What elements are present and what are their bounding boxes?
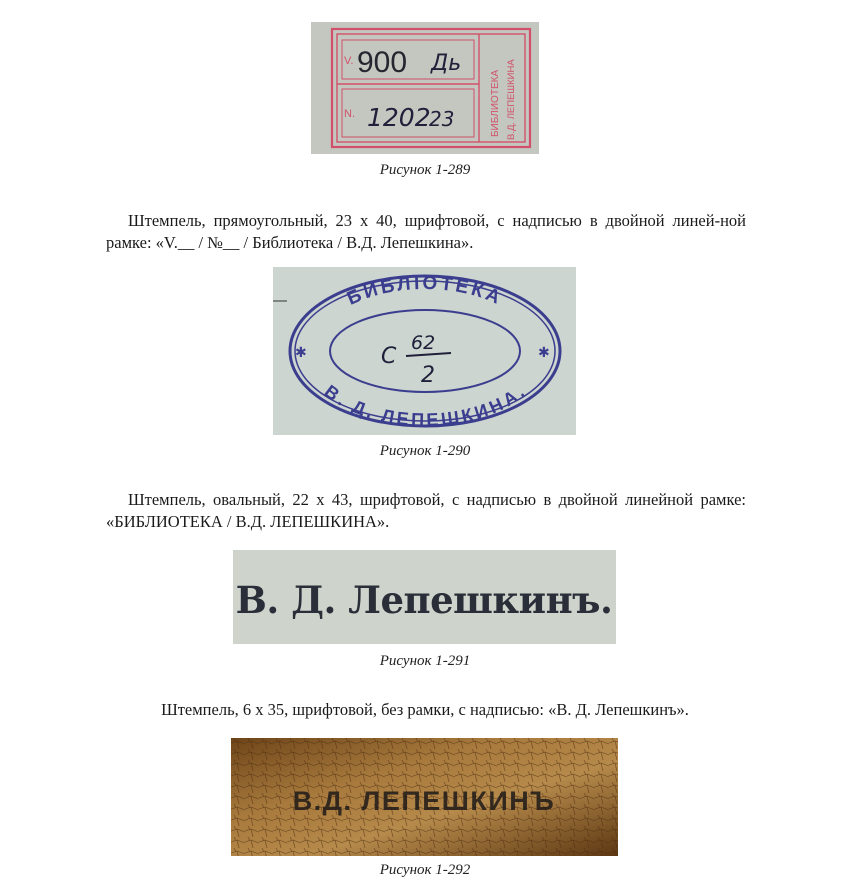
side-label-owner: В.Д. ЛЕПЕШКИНА bbox=[506, 59, 517, 140]
figure-caption: Рисунок 1-290 bbox=[379, 443, 471, 459]
oval-top-path: БИБЛІОТЕКА bbox=[344, 272, 506, 310]
star-left-icon: ✱ bbox=[295, 346, 307, 361]
name-stamp bbox=[233, 550, 616, 644]
figure-1-291-image bbox=[233, 550, 616, 644]
figure-1-292-image bbox=[231, 738, 618, 856]
row1-prefix: V. bbox=[344, 55, 354, 67]
leather-stamp-text: В.Д. ЛЕПЕШКИНЪ bbox=[292, 786, 556, 816]
star-right-icon: ✱ bbox=[538, 346, 550, 361]
row2-handwriting: 23 bbox=[429, 107, 455, 131]
row1-handwriting: Дь bbox=[431, 51, 462, 76]
stamp-description: Штемпель, прямоугольный, 23 х 40, шрифтовой, с надписью в двойной линей-ной рамке: «V.__ / №__ / Библиотека / В.Д. Лепешкина». bbox=[106, 211, 746, 252]
figure-caption: Рисунок 1-291 bbox=[379, 653, 471, 669]
leather-stamp bbox=[231, 738, 618, 856]
figure-1-290-image bbox=[273, 267, 576, 435]
figure-caption: Рисунок 1-292 bbox=[379, 862, 471, 878]
row2-number: 1202 bbox=[367, 103, 431, 132]
oval-bottom-path: В. Д. ЛЕПЕШКИНА. bbox=[320, 380, 530, 430]
shelf-number-top: 62 bbox=[411, 332, 436, 354]
stamp-description: Штемпель, овальный, 22 х 43, шрифтовой, с надписью в двойной линейной рамке: «БИБЛИОТЕКА / В.Д. ЛЕПЕШКИНА». bbox=[106, 490, 746, 531]
row2-prefix: N. bbox=[344, 108, 355, 120]
row1-number: 900 bbox=[357, 46, 408, 79]
oval-stamp bbox=[273, 267, 576, 435]
shelf-letter: С bbox=[381, 344, 397, 369]
side-label-library: БИБЛИОТЕКА bbox=[490, 69, 501, 137]
figure-caption: Рисунок 1-289 bbox=[379, 162, 471, 178]
figure-1-289-image bbox=[311, 22, 539, 154]
name-stamp-text: В. Д. Лепешкинъ. bbox=[235, 578, 613, 622]
rectangular-stamp bbox=[311, 22, 539, 154]
stamp-description: Штемпель, 6 х 35, шрифтовой, без рамки, с надписью: «В. Д. Лепешкинъ». bbox=[161, 700, 689, 719]
shelf-number-bottom: 2 bbox=[421, 363, 435, 388]
